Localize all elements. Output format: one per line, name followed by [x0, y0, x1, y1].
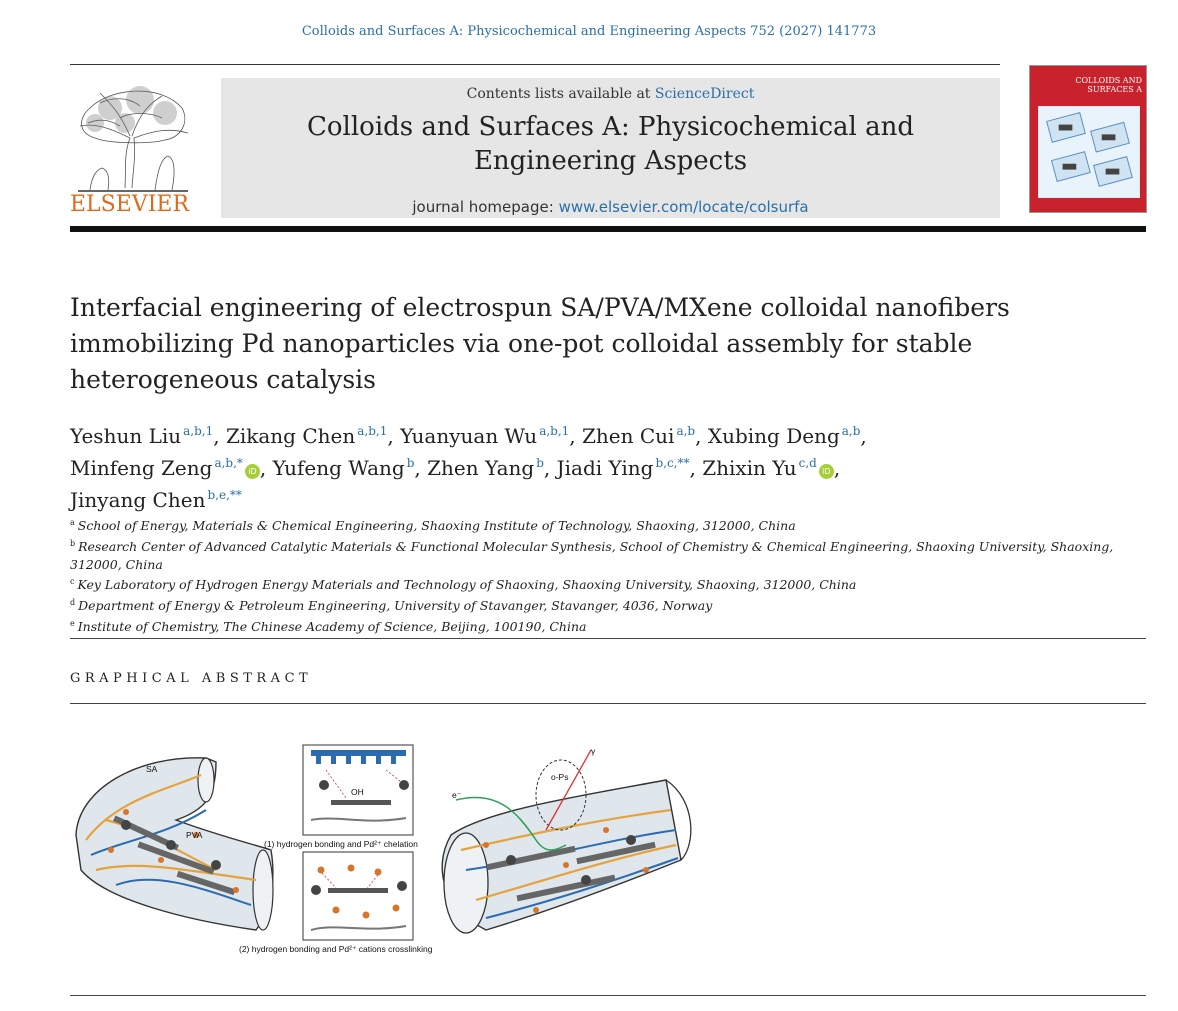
elsevier-wordmark: ELSEVIER — [70, 192, 190, 217]
author-name[interactable]: Jiadi Ying — [556, 456, 654, 480]
section-rule — [70, 638, 1146, 639]
mechanism-panel-2 — [303, 852, 413, 940]
right-fiber-illustration — [442, 746, 691, 933]
cover-title: COLLOIDS AND SURFACES A — [1075, 76, 1142, 94]
journal-title[interactable]: Colloids and Surfaces A: Physicochemical and Engineering Aspects — [306, 112, 914, 176]
label-electron: e⁻ — [452, 790, 462, 800]
affiliation-b: $^b$ Research Center of Advanced Catalytic Materials & Functional Molecular Synthesis, School of Chemistry & Chemical Engineering, Shaoxing University, Shaoxing, — [70, 538, 1114, 554]
affiliation-a: $^a$ School of Energy, Materials & Chemical Engineering, Shaoxing Institute of Technology, Shaoxing, 312000, China — [70, 518, 796, 533]
affiliation-c: $^c$ Key Laboratory of Hydrogen Energy Materials and Technology of Shaoxing, Shaoxing University, Shaoxing, 312000, China — [70, 577, 857, 593]
author-affil-sup[interactable]: a,b — [676, 424, 696, 438]
label-sa: SA — [146, 764, 158, 774]
author-affil-sup[interactable]: a,b,* — [214, 456, 243, 470]
orcid-icon[interactable]: iD — [819, 464, 834, 479]
label-pva: PVA — [186, 830, 203, 840]
affiliation-d: $^d$ Department of Energy & Petroleum Engineering, University of Stavanger, Stavanger, 4036, Norway — [70, 598, 713, 614]
label-oh: OH — [351, 787, 364, 797]
author-affil-sup[interactable]: b — [406, 456, 415, 470]
graphical-abstract-heading: GRAPHICAL ABSTRACT — [70, 671, 313, 686]
author-name[interactable]: Yeshun Liu — [70, 424, 182, 448]
author-affil-sup[interactable]: a,b,1 — [539, 424, 570, 438]
caption-mechanism-1: (1) hydrogen bonding and Pd²⁺ chelation — [264, 839, 418, 849]
mechanism-panel-1 — [303, 745, 413, 835]
author-affil-sup[interactable]: b,c,** — [655, 456, 690, 470]
journal-banner — [221, 78, 1000, 218]
journal-homepage: journal homepage: www.elsevier.com/locate/colsurfa — [412, 198, 809, 216]
author-list — [70, 418, 1130, 514]
section-rule — [70, 995, 1146, 996]
affiliation-b-cont: 312000, China — [70, 556, 163, 572]
author-affil-sup[interactable]: a,b,1 — [357, 424, 388, 438]
contents-available: Contents lists available at ScienceDirect — [466, 86, 755, 102]
affiliations — [70, 514, 1146, 636]
author-name[interactable]: Zhixin Yu — [702, 456, 797, 480]
affiliation-e: $^e$ Institute of Chemistry, The Chinese Academy of Science, Beijing, 100190, China — [70, 618, 587, 634]
author-affil-sup[interactable]: c,d — [798, 456, 817, 470]
journal-cover-thumbnail[interactable] — [1029, 65, 1147, 213]
graphical-abstract-figure — [66, 740, 696, 960]
label-ops: o-Ps — [551, 772, 569, 782]
author-name[interactable]: Zikang Chen — [225, 424, 356, 448]
author-name[interactable]: Zhen Yang — [427, 456, 535, 480]
section-rule — [70, 703, 1146, 704]
author-affil-sup[interactable]: a,b — [841, 424, 861, 438]
author-affil-sup[interactable]: a,b,1 — [183, 424, 214, 438]
author-line-1: Yeshun Liu $^{a,b,1}$, Zikang Chen $^{a,b,1}$, Yuanyuan Wu $^{a,b,1}$, Zhen Cui $^{a,b}$, Xubing Deng $^{a,b}$, — [70, 424, 867, 448]
cover-art-icon — [1038, 106, 1140, 198]
label-gamma: γ — [591, 746, 596, 756]
caption-mechanism-2: (2) hydrogen bonding and Pd²⁺ cations crosslinking — [239, 944, 433, 954]
author-affil-sup[interactable]: b — [536, 456, 544, 470]
author-name[interactable]: Yuanyuan Wu — [400, 424, 538, 448]
author-name[interactable]: Yufeng Wang — [272, 456, 405, 480]
author-name[interactable]: Xubing Deng — [707, 424, 840, 448]
article-title: Interfacial engineering of electrospun SA/PVA/MXene colloidal nanofibers immobilizing Pd nanoparticles via one-pot colloidal assembly for stable heterogeneous catalysis — [70, 293, 1010, 394]
homepage-link[interactable]: www.elsevier.com/locate/colsurfa — [558, 198, 809, 216]
journal-citation[interactable]: Colloids and Surfaces A: Physicochemical and Engineering Aspects 752 (2027) 141773 — [301, 24, 877, 39]
author-name[interactable]: Jinyang Chen — [70, 488, 206, 512]
orcid-icon[interactable]: iD — [245, 464, 260, 479]
author-line-2: Minfeng Zeng $^{a,b,*}$iD , Yufeng Wang $^b$, Zhen Yang $^b$, Jiadi Ying $^{b,c,**}$, Zhixin Yu $^{c,d}$iD , — [70, 456, 841, 480]
author-name[interactable]: Minfeng Zeng — [70, 456, 213, 480]
author-affil-sup[interactable]: b,e,** — [207, 488, 242, 502]
header-thick-rule — [70, 226, 1146, 232]
author-line-3 — [70, 482, 1130, 514]
left-fiber-illustration — [76, 758, 273, 930]
author-name[interactable]: Zhen Cui — [582, 424, 675, 448]
header-top-rule — [70, 64, 1000, 65]
sciencedirect-link[interactable]: ScienceDirect — [654, 86, 755, 102]
